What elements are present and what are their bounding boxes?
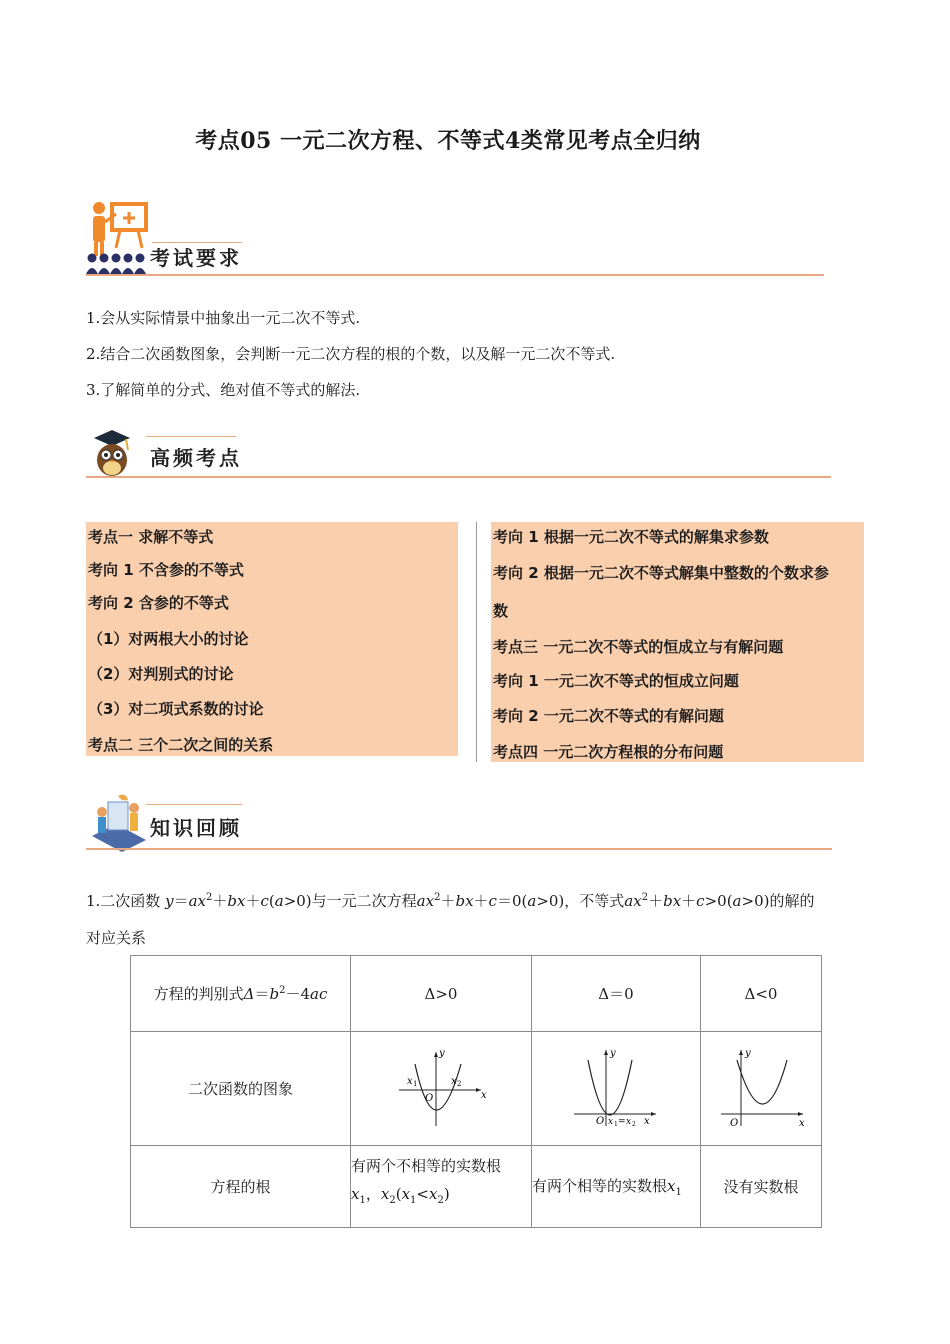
high-frequency-banner: [86, 424, 836, 504]
parabola-two-roots-graph: [391, 1046, 491, 1128]
svg-text:y: y: [745, 1047, 751, 1059]
svg-text:1: 1: [614, 1120, 618, 1128]
svg-text:x: x: [799, 1117, 805, 1128]
svg-text:x: x: [407, 1075, 413, 1087]
svg-text:O: O: [596, 1115, 605, 1127]
svg-text:2: 2: [632, 1120, 636, 1128]
svg-text:y: y: [610, 1047, 616, 1059]
svg-text:x: x: [608, 1116, 614, 1127]
topic-item: 考向 2 含参的不等式: [88, 594, 229, 612]
topic-item: 考向 2 一元二次不等式的有解问题: [493, 707, 724, 725]
topic-item: 考点二 三个二次之间的关系: [88, 736, 274, 754]
graph-one-root: [532, 1032, 701, 1146]
banner-rule: [86, 274, 824, 276]
banner-rule: [86, 476, 831, 478]
banner-top-rule: [146, 436, 236, 437]
topic-item: 考向 1 不含参的不等式: [88, 561, 244, 579]
topics-left-box: [86, 522, 458, 756]
svg-text:x: x: [481, 1089, 487, 1101]
graph-two-roots: [351, 1032, 532, 1146]
column-divider: [476, 522, 477, 762]
svg-text:O: O: [730, 1117, 739, 1128]
knowledge-intro: 1.二次函数 $y=ax^2+bx+c(a>0)$与一元二次方程$ax^2+bx+c=0(a>0)$，不等式$ax^2+bx+c>0(a>0)$的解的: [86, 892, 815, 910]
roots-none: 没有实数根: [701, 1146, 822, 1228]
teacher-icon: [86, 198, 154, 278]
svg-text:y: y: [439, 1047, 445, 1059]
banner-top-rule: [152, 242, 242, 243]
section-label-high: 高频考点: [150, 446, 242, 470]
page-title: 考点05 一元二次方程、不等式4类常见考点全归纳: [195, 128, 701, 154]
study-figures-icon: [88, 792, 150, 856]
svg-text:1: 1: [413, 1079, 418, 1088]
banner-top-rule: [146, 804, 242, 805]
topic-item: （2）对判别式的讨论: [88, 665, 234, 683]
svg-text:2: 2: [457, 1079, 462, 1088]
header-positive: Δ>0: [351, 956, 532, 1032]
discriminant-header: 方程的判别式$\Delta=b^2-4ac$: [131, 956, 351, 1032]
topic-item: 考点四 一元二次方程根的分布问题: [493, 743, 724, 761]
svg-text:x: x: [644, 1115, 650, 1127]
topic-item: （1）对两根大小的讨论: [88, 630, 249, 648]
topic-item: 数: [493, 602, 509, 620]
owl-graduate-icon: [90, 428, 134, 480]
parabola-one-root-graph: [566, 1046, 666, 1128]
relation-table: [130, 955, 822, 1228]
section-label-review: 知识回顾: [150, 816, 242, 840]
graph-no-root: [701, 1032, 822, 1146]
graph-label: 二次函数的图象: [131, 1032, 351, 1146]
roots-two: 有两个不相等的实数根 $x_1$，$x_2(x_1<x_2)$: [351, 1146, 532, 1228]
roots-label: 方程的根: [131, 1146, 351, 1228]
svg-text:O: O: [425, 1092, 434, 1104]
exam-requirements-banner: [86, 198, 836, 278]
knowledge-intro-line2: 对应关系: [86, 929, 147, 947]
banner-rule: [86, 848, 832, 850]
section-label-exam: 考试要求: [150, 246, 242, 270]
header-negative: Δ<0: [701, 956, 822, 1032]
topic-item: 考向 2 根据一元二次不等式解集中整数的个数求参: [493, 564, 829, 582]
topic-item: （3）对二项式系数的讨论: [88, 700, 264, 718]
roots-one: 有两个相等的实数根$x_1$: [532, 1146, 701, 1228]
requirement-3: 3.了解简单的分式、绝对值不等式的解法.: [86, 381, 361, 399]
topics-right-box: [491, 522, 864, 762]
requirement-1: 1.会从实际情景中抽象出一元二次不等式.: [86, 309, 361, 327]
requirement-2: 2.结合二次函数图象，会判断一元二次方程的根的个数，以及解一元二次不等式.: [86, 345, 616, 363]
topic-item: 考向 1 根据一元二次不等式的解集求参数: [493, 528, 769, 546]
topic-item: 考点一 求解不等式: [88, 528, 214, 546]
parabola-no-root-graph: [711, 1046, 811, 1128]
topic-item: 考点三 一元二次不等式的恒成立与有解问题: [493, 638, 784, 656]
svg-text:=: =: [618, 1116, 626, 1127]
svg-text:x: x: [451, 1075, 457, 1087]
topic-item: 考向 1 一元二次不等式的恒成立问题: [493, 672, 739, 690]
header-zero: Δ＝0: [532, 956, 701, 1032]
svg-text:x: x: [626, 1116, 632, 1127]
knowledge-review-banner: [86, 792, 836, 872]
